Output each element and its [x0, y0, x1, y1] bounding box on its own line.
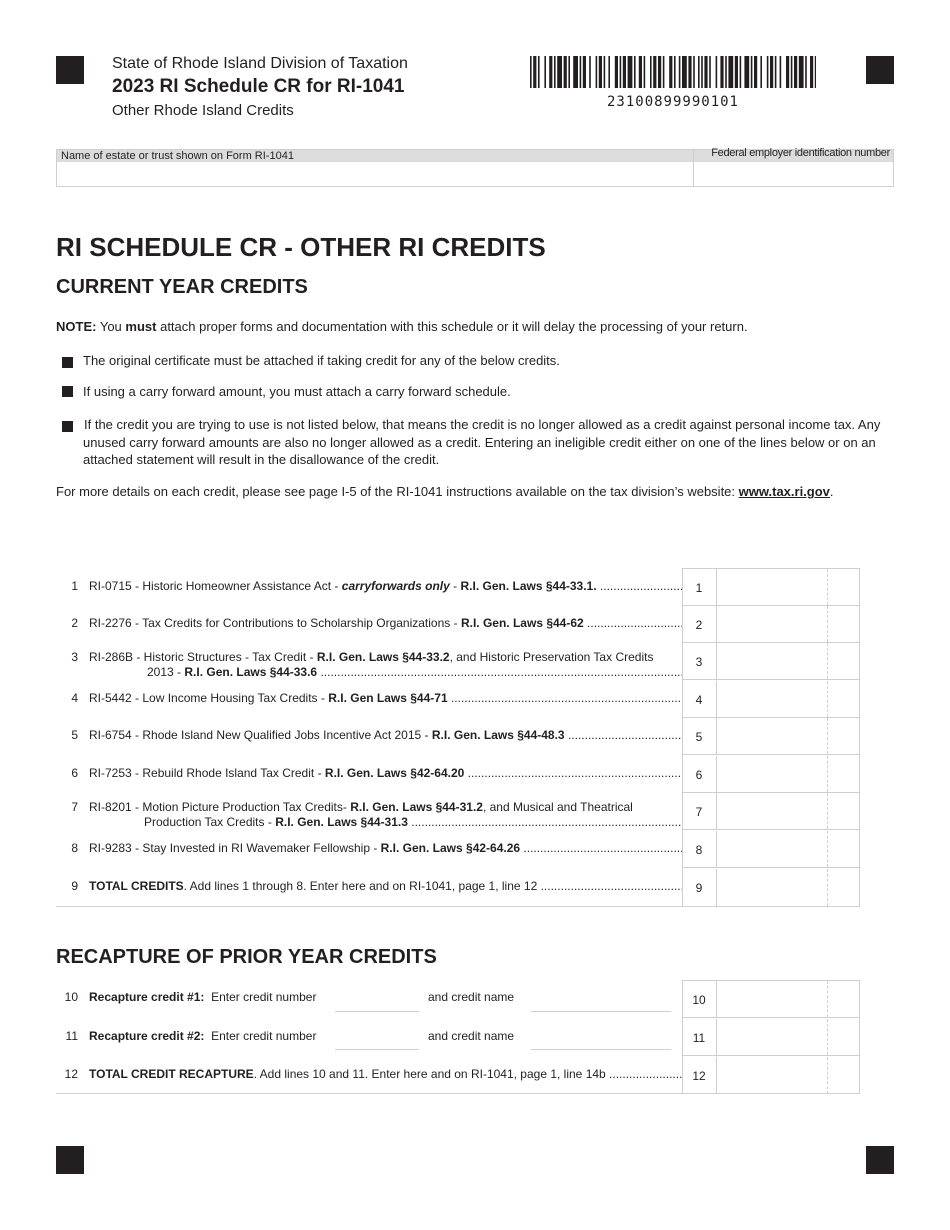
- bullet-icon: [62, 357, 73, 368]
- recapture-2-number-field[interactable]: [335, 1049, 419, 1050]
- registration-mark-bottom-left: [56, 1146, 84, 1174]
- note: NOTE: You must attach proper forms and documentation with this schedule or it will delay the processing of your return.: [56, 319, 748, 334]
- recapture-1-number-field[interactable]: [335, 1011, 419, 1012]
- registration-mark-top-right: [866, 56, 894, 84]
- line-4-amount[interactable]: 4: [682, 681, 860, 718]
- line-12-amount[interactable]: 12: [682, 1057, 860, 1094]
- registration-mark-bottom-right: [866, 1146, 894, 1174]
- recapture-heading: RECAPTURE OF PRIOR YEAR CREDITS: [56, 946, 437, 968]
- agency-name: State of Rhode Island Division of Taxation: [112, 55, 408, 72]
- page-title: RI SCHEDULE CR - OTHER RI CREDITS: [56, 232, 546, 262]
- bullet-icon: [62, 421, 73, 432]
- fein-field[interactable]: [694, 162, 893, 186]
- bullet-3: If the credit you are trying to use is not listed below, that means the credit is no longer allowed as a credit against personal income tax. Any unused carry forward amounts are also no longer allowed as a credit. Entering an ineligible credit either on one of the lines below or on an attached statement will result in the disallowance of the credit.: [83, 417, 881, 467]
- name-label: Name of estate or trust shown on Form RI-1041: [61, 150, 294, 162]
- barcode-number: 23100899990101: [606, 94, 739, 110]
- line-9-amount[interactable]: 9: [682, 869, 860, 906]
- taxpayer-info-box: [56, 149, 894, 187]
- more-details: For more details on each credit, please see page I-5 of the RI-1041 instructions available on the tax division’s website: www.tax.ri.gov.: [56, 484, 834, 499]
- form-subtitle: Other Rhode Island Credits: [112, 102, 294, 119]
- barcode: [530, 56, 816, 88]
- line-7-amount[interactable]: 7: [682, 793, 860, 830]
- recapture-2-name-field[interactable]: [531, 1049, 671, 1050]
- website-link[interactable]: www.tax.ri.gov: [738, 484, 830, 499]
- line-5-amount[interactable]: 5: [682, 718, 860, 755]
- registration-mark-top-left: [56, 56, 84, 84]
- line-3-amount[interactable]: 3: [682, 643, 860, 680]
- bullet-icon: [62, 386, 73, 397]
- line-2-amount[interactable]: 2: [682, 606, 860, 643]
- divider: [56, 906, 860, 907]
- line-11-amount[interactable]: 11: [682, 1019, 860, 1056]
- current-year-heading: CURRENT YEAR CREDITS: [56, 276, 308, 298]
- name-field[interactable]: [57, 162, 693, 186]
- line-6-amount[interactable]: 6: [682, 756, 860, 793]
- line-1-amount[interactable]: 1: [682, 569, 860, 606]
- bullet-2: If using a carry forward amount, you must attach a carry forward schedule.: [83, 384, 511, 399]
- bullet-1: The original certificate must be attached if taking credit for any of the below credits.: [83, 353, 560, 368]
- fein-label: Federal employer identification number: [711, 147, 890, 159]
- line-8-amount[interactable]: 8: [682, 831, 860, 868]
- line-10-amount[interactable]: 10: [682, 981, 860, 1018]
- form-title: 2023 RI Schedule CR for RI-1041: [112, 76, 405, 97]
- recapture-1-name-field[interactable]: [531, 1011, 671, 1012]
